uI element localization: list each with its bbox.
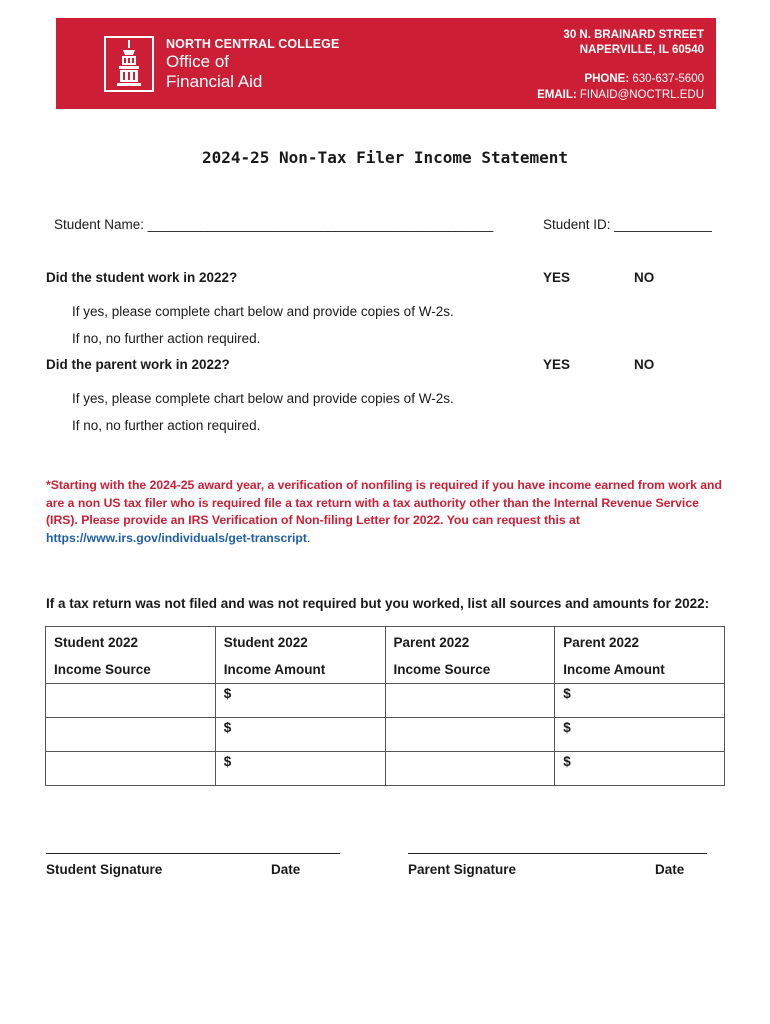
header-cell: Parent 2022 Income Amount	[555, 627, 725, 684]
notice-text: *Starting with the 2024-25 award year, a verification of nonfiling is required if you have income earned from work and are a non US tax filer who is required file a tax return with a tax authority other than the Internal Revenue Service (IRS). Please provide an IRS Verification of Non-filing Letter for 2022. You can request this at	[46, 478, 722, 527]
student-work-yes[interactable]: YES	[543, 270, 571, 285]
header-cell: Parent 2022 Income Source	[385, 627, 555, 684]
student-work-no[interactable]: NO	[634, 270, 655, 285]
student-signature-label: Student Signature	[46, 862, 163, 877]
parent-source-cell[interactable]	[385, 684, 555, 718]
phone-label: PHONE:	[584, 73, 630, 85]
parent-amount-cell[interactable]: $	[555, 684, 725, 718]
parent-source-cell[interactable]	[385, 752, 555, 786]
parent-work-yes[interactable]: YES	[543, 357, 571, 372]
college-name: NORTH CENTRAL COLLEGE	[166, 37, 340, 51]
address-line1: 30 N. BRAINARD STREET	[563, 29, 704, 41]
parent-date-label: Date	[655, 862, 685, 877]
parent-signature-label: Parent Signature	[408, 862, 517, 877]
parent-work-no[interactable]: NO	[634, 357, 655, 372]
student-source-cell[interactable]	[46, 684, 216, 718]
parent-source-cell[interactable]	[385, 718, 555, 752]
office-name	[166, 52, 262, 92]
nonfiling-notice	[46, 477, 726, 547]
parent-amount-cell[interactable]: $	[555, 752, 725, 786]
student-id-field[interactable]: Student ID: _____________	[543, 217, 712, 232]
income-table	[45, 626, 725, 786]
student-amount-cell[interactable]: $	[215, 684, 385, 718]
college-logo	[104, 36, 154, 92]
student-amount-cell[interactable]: $	[215, 752, 385, 786]
student-if-no-note: If no, no further action required.	[72, 331, 261, 346]
email-address: FINAID@NOCTRL.EDU	[579, 89, 704, 101]
student-source-cell[interactable]	[46, 718, 216, 752]
table-row	[46, 684, 725, 718]
student-amount-cell[interactable]: $	[215, 718, 385, 752]
header-cell: Student 2022 Income Source	[46, 627, 216, 684]
parent-signature-line[interactable]	[408, 853, 707, 854]
student-date-label: Date	[271, 862, 301, 877]
table-row	[46, 752, 725, 786]
parent-amount-cell[interactable]: $	[555, 718, 725, 752]
parent-work-question: Did the parent work in 2022?	[46, 357, 230, 372]
student-source-cell[interactable]	[46, 752, 216, 786]
irs-transcript-link[interactable]: https://www.irs.gov/individuals/get-transcript	[46, 530, 307, 545]
address-block	[563, 28, 704, 58]
contact-block	[537, 71, 704, 103]
student-if-yes-note: If yes, please complete chart below and provide copies of W-2s.	[72, 304, 454, 319]
table-row	[46, 718, 725, 752]
page-title: 2024-25 Non-Tax Filer Income Statement	[201, 148, 569, 167]
notice-link-tail: .	[306, 530, 311, 545]
parent-if-no-note: If no, no further action required.	[72, 418, 261, 433]
tower-icon	[106, 38, 152, 90]
table-header-row	[46, 627, 725, 684]
table-intro: If a tax return was not filed and was not required but you worked, list all sources and amounts for 2022:	[46, 596, 710, 611]
office-line2: Financial Aid	[166, 72, 263, 91]
header-cell: Student 2022 Income Amount	[215, 627, 385, 684]
email-label: EMAIL:	[537, 89, 577, 101]
parent-if-yes-note: If yes, please complete chart below and provide copies of W-2s.	[72, 391, 454, 406]
student-signature-line[interactable]	[46, 853, 340, 854]
office-line1: Office of	[166, 52, 229, 71]
address-line2: NAPERVILLE, IL 60540	[579, 44, 704, 56]
student-work-question: Did the student work in 2022?	[46, 270, 238, 285]
student-name-field[interactable]: Student Name: ______________________________________________	[54, 217, 494, 232]
header-banner	[56, 18, 716, 109]
phone-number: 630-637-5600	[632, 73, 704, 85]
